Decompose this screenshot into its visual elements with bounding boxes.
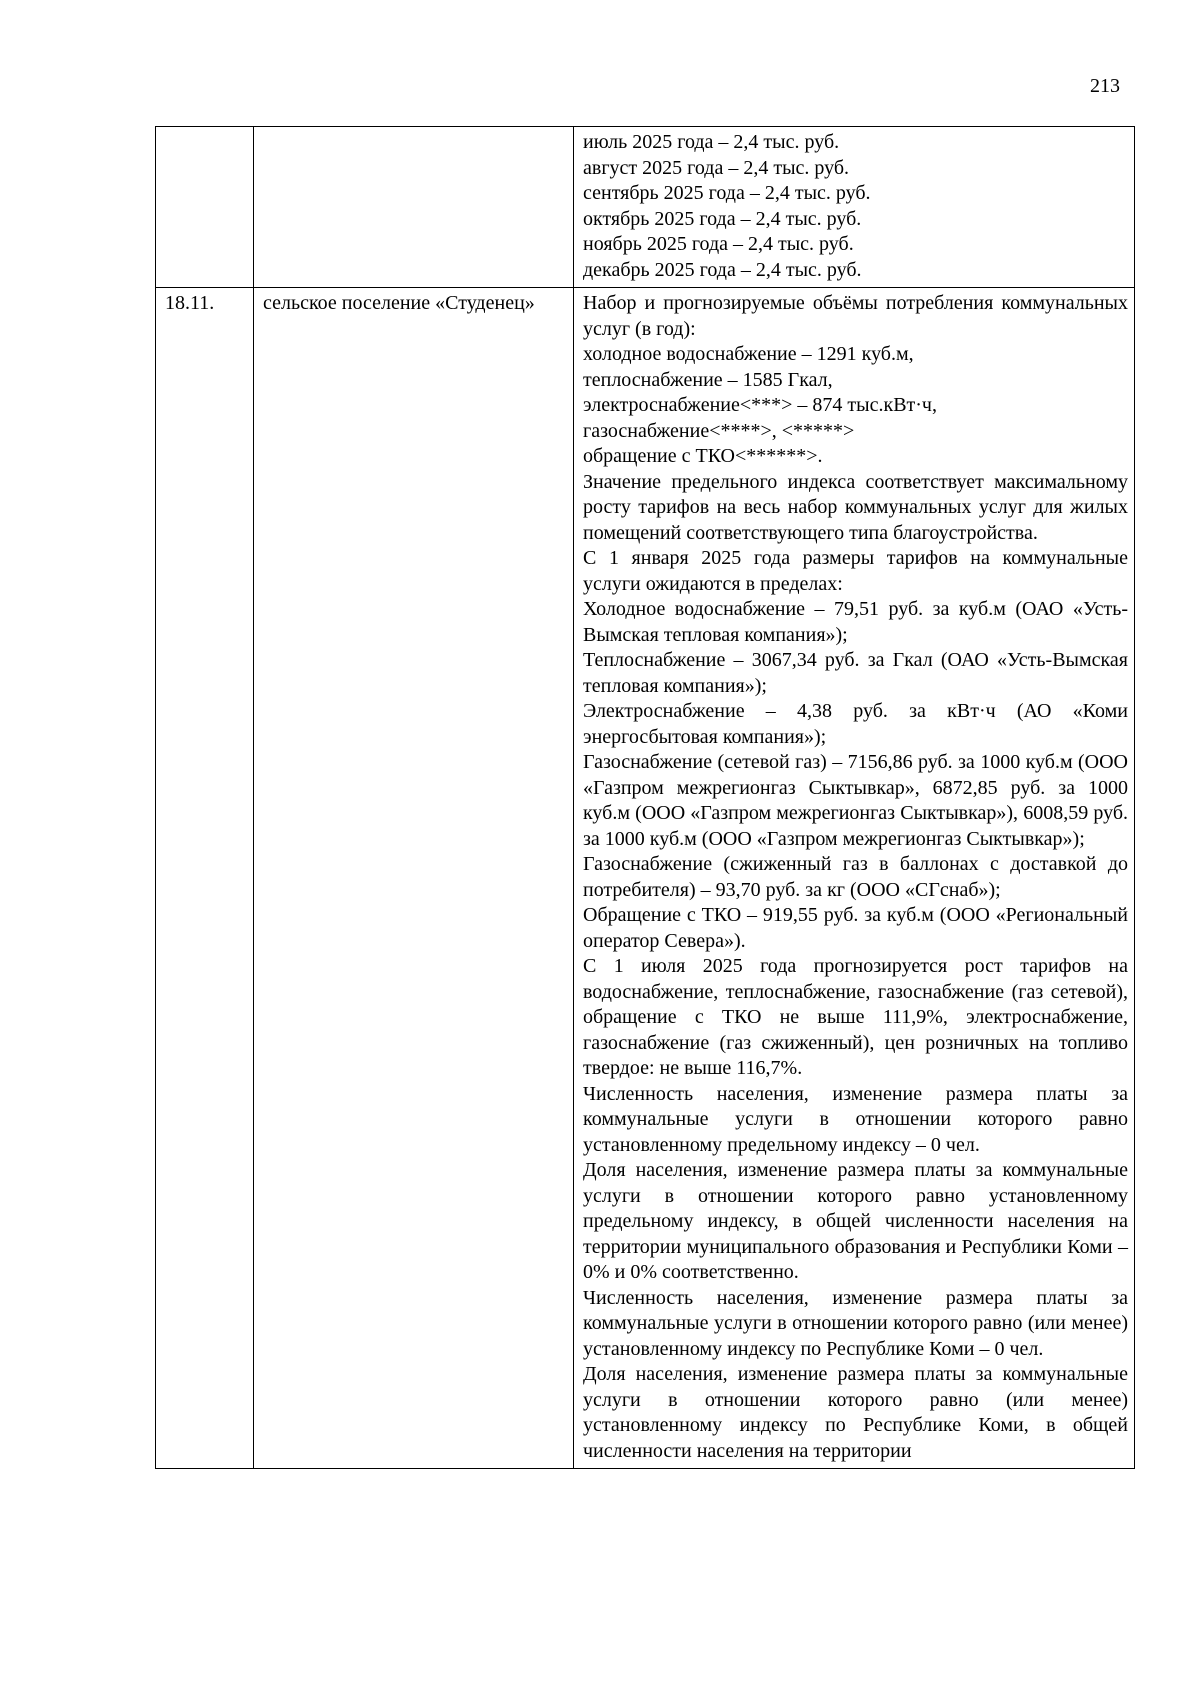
waste-handling-volume: обращение с ТКО<******>. (583, 445, 823, 467)
population-share-at-index: Доля населения, изменение размера платы за коммунальные услуги в отношении которого равно установленному предельному индексу, в общей численности населения на территории муниципального образования и Республики Коми – 0% и 0% соответственно. (583, 1159, 1128, 1283)
network-gas-tariff: Газоснабжение (сетевой газ) – 7156,86 руб. за 1000 куб.м (ООО «Газпром межрегионгаз Сыктывкар», 6872,85 руб. за 1000 куб.м (ООО «Газпром межрегионгаз Сыктывкар»), 6008,59 руб. за 1000 куб.м (ООО «Газпром межрегионгаз Сыктывкар»); (583, 751, 1128, 850)
municipality-name-cell: сельское поселение «Студенец» (254, 288, 574, 1469)
electricity-volume: электроснабжение<***> – 874 тыс.кВт·ч, (583, 394, 937, 416)
monthly-payment-line: сентябрь 2025 года – 2,4 тыс. руб. (583, 182, 871, 204)
municipality-name-cell (254, 127, 574, 288)
row-number-cell: 18.11. (156, 288, 254, 1469)
heating-volume: теплоснабжение – 1585 Гкал, (583, 368, 833, 391)
electricity-tariff: Электроснабжение – 4,38 руб. за кВт·ч (АО «Коми энергосбытовая компания»); (583, 700, 1128, 748)
row-number-cell (156, 127, 254, 288)
cold-water-tariff: Холодное водоснабжение – 79,51 руб. за куб.м (ОАО «Усть-Вымская тепловая компания»); (583, 598, 1128, 646)
services-set-heading: Набор и прогнозируемые объёмы потребления коммунальных услуг (в год): (583, 292, 1128, 340)
monthly-payment-line: октябрь 2025 года – 2,4 тыс. руб. (583, 207, 862, 230)
population-at-or-below-index: Численность населения, изменение размера платы за коммунальные услуги в отношении которого равно (или менее) установленному индексу по Республике Коми – 0 чел. (583, 1286, 1128, 1360)
description-cell (574, 288, 1135, 1469)
january-tariffs-intro: С 1 января 2025 года размеры тарифов на коммунальные услуги ожидаются в пределах: (583, 547, 1128, 595)
monthly-payment-line: август 2025 года – 2,4 тыс. руб. (583, 156, 850, 179)
index-paragraph: Значение предельного индекса соответствует максимальному росту тарифов на весь набор коммунальных услуг для жилых помещений соответствующего типа благоустройства. (583, 470, 1128, 544)
table-row (156, 127, 1135, 288)
table-row (156, 288, 1135, 1469)
population-at-index: Численность населения, изменение размера платы за коммунальные услуги в отношении которого равно установленному предельному индексу – 0 чел. (583, 1082, 1128, 1156)
waste-tariff: Обращение с ТКО – 919,55 руб. за куб.м (ООО «Региональный оператор Севера»). (583, 904, 1128, 952)
july-growth-paragraph: С 1 июля 2025 года прогнозируется рост тарифов на водоснабжение, теплоснабжение, газоснабжение (газ сетевой), обращение с ТКО не выше 111,9%, электроснабжение, газоснабжение (газ сжиженный), цен розничных на топливо твердое: не выше 116,7%. (583, 955, 1128, 1079)
monthly-payment-line: июль 2025 года – 2,4 тыс. руб. (583, 131, 840, 153)
monthly-payment-line: ноябрь 2025 года – 2,4 тыс. руб. (583, 233, 854, 255)
page-number: 213 (1090, 75, 1120, 97)
heating-tariff: Теплоснабжение – 3067,34 руб. за Гкал (ОАО «Усть-Вымская тепловая компания»); (583, 649, 1128, 697)
liquefied-gas-tariff: Газоснабжение (сжиженный газ в баллонах с доставкой до потребителя) – 93,70 руб. за кг (ООО «СГснаб»); (583, 853, 1128, 901)
monthly-payment-line: декабрь 2025 года – 2,4 тыс. руб. (583, 258, 862, 281)
tariff-table (155, 126, 1135, 1469)
description-cell (574, 127, 1135, 288)
cold-water-volume: холодное водоснабжение – 1291 куб.м, (583, 343, 914, 365)
population-share-at-or-below-index: Доля населения, изменение размера платы за коммунальные услуги в отношении которого равно (или менее) установленному индексу по Республике Коми, в общей численности населения на территории (583, 1363, 1128, 1462)
gas-supply-volume: газоснабжение<****>, <*****> (583, 419, 855, 442)
